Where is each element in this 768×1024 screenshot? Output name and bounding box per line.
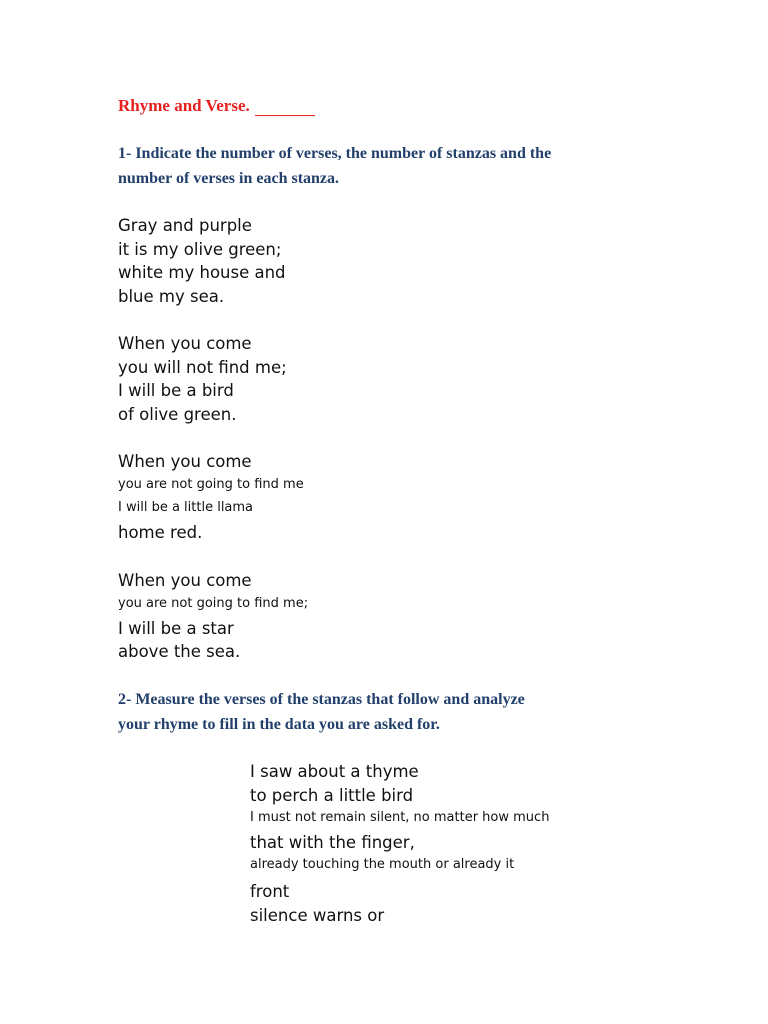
poem1-stanza1-line3: white my house and — [118, 263, 286, 282]
poem2-line6: front — [250, 882, 290, 901]
poem1-stanza3-line4: home red. — [118, 523, 203, 542]
poem2-line2: to perch a little bird — [250, 786, 414, 805]
poem1-stanza4-line1: When you come — [118, 571, 252, 590]
poem2-line1: I saw about a thyme — [250, 762, 419, 781]
question-1: 1- Indicate the number of verses, the number of stanzas and the number of verses in each stanza. — [118, 145, 552, 187]
poem1-stanza3-line2: you are not going to find me — [118, 477, 304, 492]
poem2-line5: already touching the mouth or already it — [250, 857, 515, 872]
poem1-stanza2-line2: you will not find me; — [118, 358, 287, 377]
poem1-stanza1-line2: it is my olive green; — [118, 240, 282, 259]
poem1-stanza1-line1: Gray and purple — [118, 216, 252, 235]
document-title: Rhyme and Verse. — [118, 96, 250, 115]
poem1-stanza3-line1: When you come — [118, 452, 252, 471]
poem1-stanza2-line1: When you come — [118, 334, 252, 353]
poem1-stanza3-line3: I will be a little llama — [118, 500, 254, 515]
poem1-stanza4-line2: you are not going to find me; — [118, 596, 309, 611]
poem1-stanza4-line4: above the sea. — [118, 642, 241, 661]
question-2: 2- Measure the verses of the stanzas that follow and analyze your rhyme to fill in the data you are asked for. — [118, 691, 525, 733]
poem1-stanza1-line4: blue my sea. — [118, 287, 225, 306]
poem1-stanza2-line4: of olive green. — [118, 405, 237, 424]
poem2-line7: silence warns or — [250, 906, 385, 925]
poem2-line3: I must not remain silent, no matter how much — [250, 810, 550, 825]
poem2-line4: that with the finger, — [250, 833, 415, 852]
poem1-stanza2-line3: I will be a bird — [118, 381, 234, 400]
title-underline — [255, 115, 315, 116]
poem1-stanza4-line3: I will be a star — [118, 619, 234, 638]
